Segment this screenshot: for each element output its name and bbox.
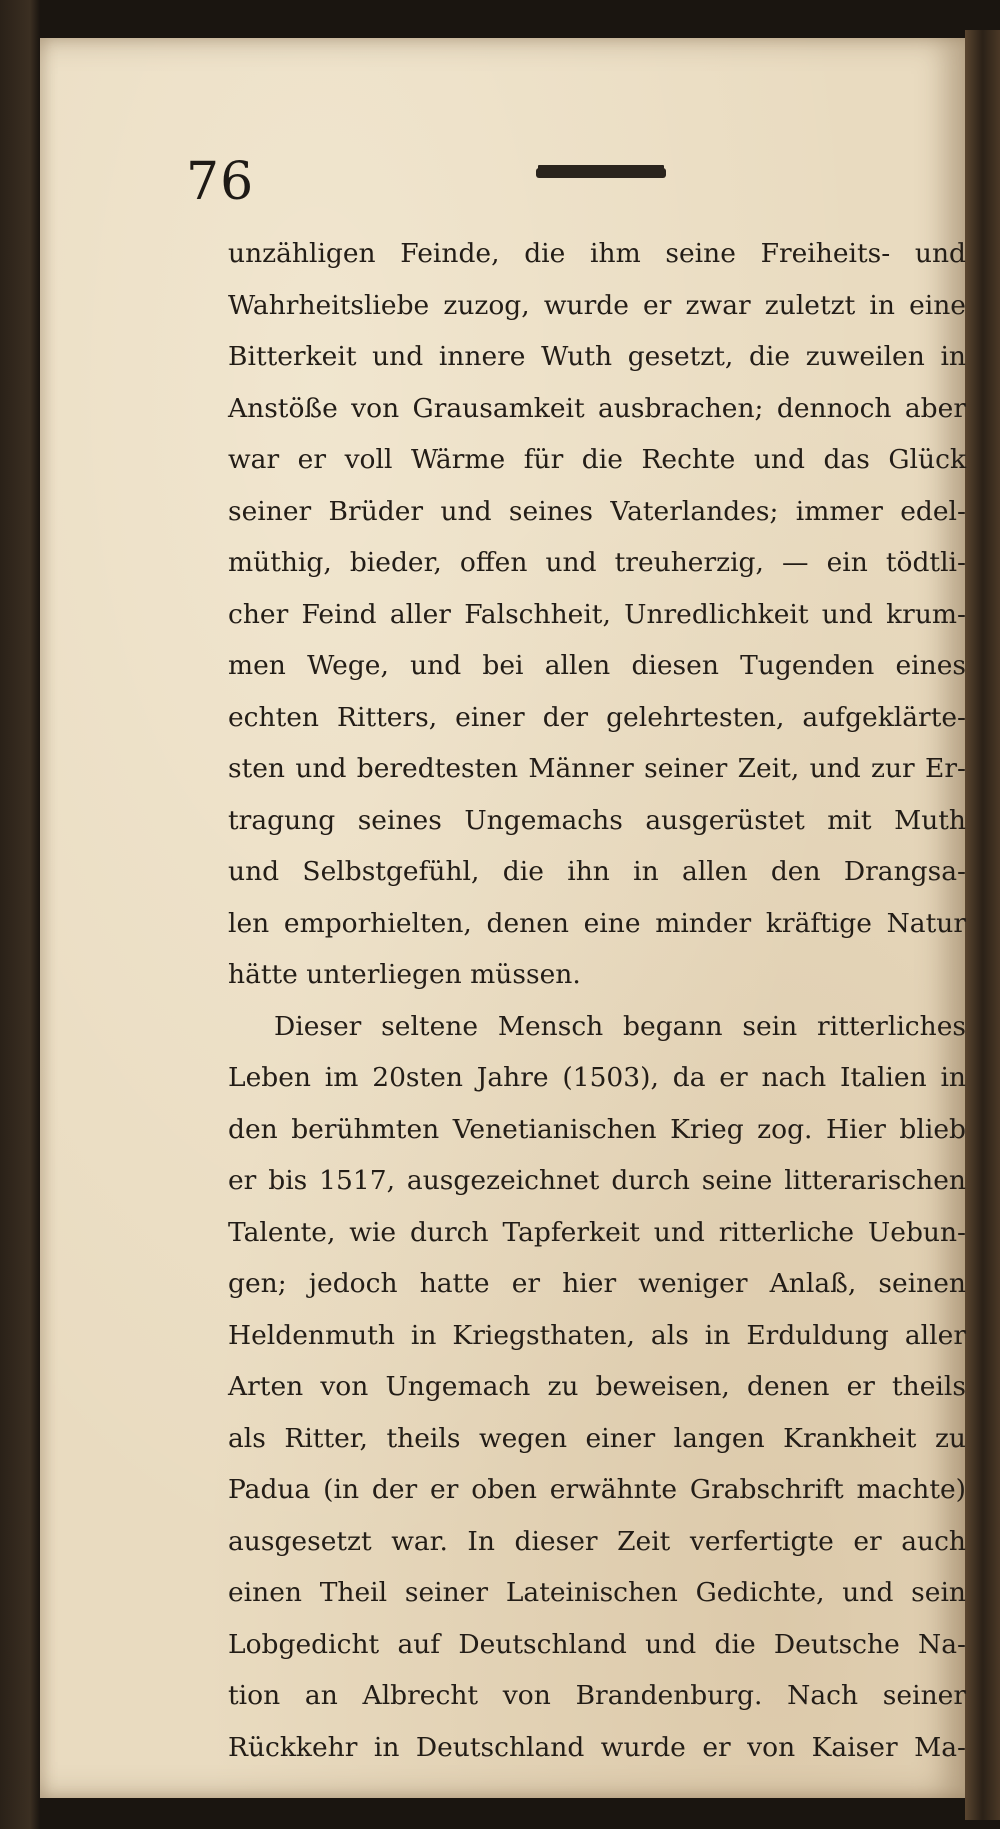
body-text (228, 228, 966, 1773)
text-line: einen Theil seiner Lateinischen Gedichte, und sein (228, 1577, 966, 1608)
text-line: hätte unterliegen müssen. (228, 959, 581, 990)
text-line: müthig, bieder, offen und treuherzig, — ein tödtli- (228, 547, 966, 578)
text-line: Rückkehr in Deutschland wurde er von Kaiser Ma- (228, 1731, 966, 1763)
text-line: len emporhielten, denen eine minder kräftige Natur (228, 907, 966, 939)
text-line: Wahrheitsliebe zuzog, wurde er zwar zuletzt in eine (228, 289, 966, 321)
text-line: tragung seines Ungemachs ausgerüstet mit Muth (228, 804, 966, 836)
text-line: Leben im 20sten Jahre (1503), da er nach Italien in (228, 1062, 966, 1093)
text-line: echten Ritters, einer der gelehrtesten, aufgeklärte- (228, 701, 966, 733)
text-line: tion an Albrecht von Brandenburg. Nach seiner (228, 1680, 966, 1711)
text-line: Anstöße von Grausamkeit ausbrachen; dennoch aber (228, 392, 966, 424)
text-line: ausgesetzt war. In dieser Zeit verfertigte er auch (228, 1525, 966, 1557)
text-line: den berühmten Venetianischen Krieg zog. Hier blieb (228, 1113, 966, 1145)
text-line: seiner Brüder und seines Vaterlandes; immer edel- (228, 495, 966, 527)
text-line: Heldenmuth in Kriegsthaten, als in Erduldung aller (228, 1319, 966, 1351)
book-edge (965, 30, 1000, 1820)
text-line: Talente, wie durch Tapferkeit und ritterliche Uebun- (228, 1216, 966, 1248)
text-line: Arten von Ungemach zu beweisen, denen er theils (228, 1371, 966, 1402)
header-rule (536, 168, 666, 178)
text-line: er bis 1517, ausgezeichnet durch seine litterarischen (228, 1165, 966, 1196)
text-line: als Ritter, theils wegen einer langen Krankheit zu (228, 1422, 966, 1454)
text-line: Lobgedicht auf Deutschland und die Deutsche Na- (228, 1628, 966, 1660)
page-number: 76 (186, 152, 255, 212)
text-line: war er voll Wärme für die Rechte und das Glück (228, 444, 966, 475)
text-line: gen; jedoch hatte er hier weniger Anlaß, seinen (228, 1268, 966, 1299)
text-line: Bitterkeit und innere Wuth gesetzt, die zuweilen in (228, 341, 966, 372)
text-line: sten und beredtesten Männer seiner Zeit, und zur Er- (228, 753, 966, 784)
text-line: men Wege, und bei allen diesen Tugenden eines (228, 650, 966, 681)
text-line: unzähligen Feinde, die ihm seine Freiheits- und (228, 238, 966, 269)
text-line: Padua (in der er oben erwähnte Grabschrift machte) (228, 1474, 966, 1505)
text-line: und Selbstgefühl, die ihn in allen den Drangsa- (228, 856, 966, 887)
text-line: Dieser seltene Mensch begann sein ritterliches (274, 1010, 966, 1042)
text-line: cher Feind aller Falschheit, Unredlichkeit und krum- (228, 598, 966, 630)
